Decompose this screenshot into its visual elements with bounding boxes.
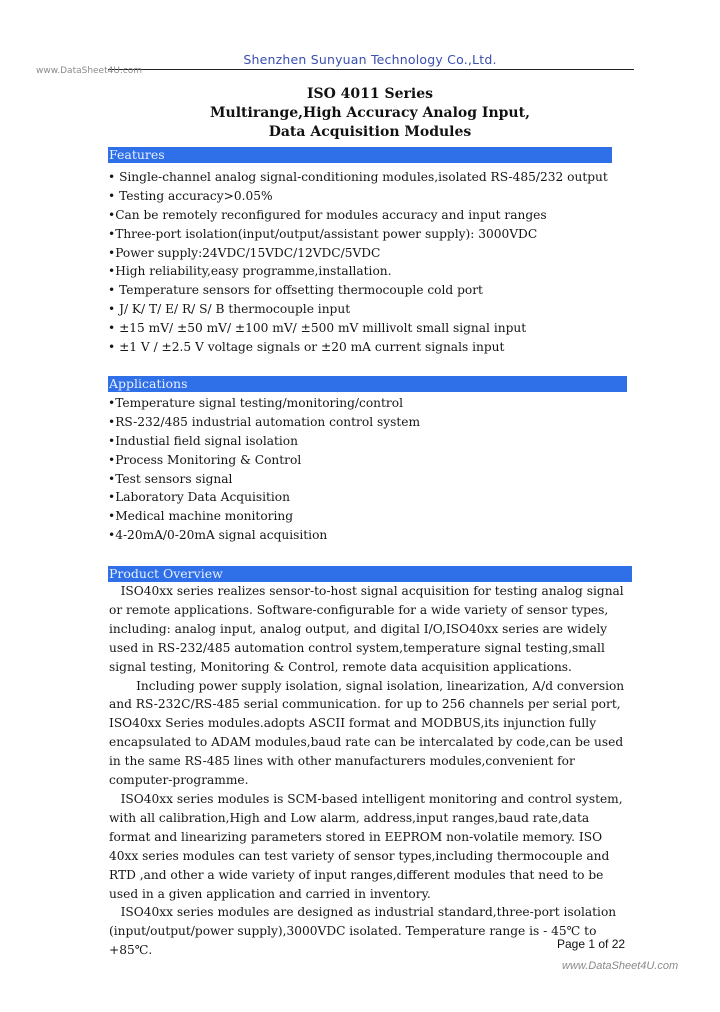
- list-item: • Single-channel analog signal-conditioning modules,isolated RS-485/232 output: [108, 170, 608, 184]
- list-item: •Medical machine monitoring: [108, 509, 294, 524]
- list-item: • ±15 mV/ ±50 mV/ ±100 mV/ ±500 mV millivolt small signal input: [108, 321, 527, 336]
- list-item: •Temperature signal testing/monitoring/control: [108, 396, 403, 410]
- watermark-bottom: www.DataSheet4U.com: [562, 960, 679, 972]
- list-item: •Industial field signal isolation: [108, 433, 298, 448]
- applications-list: [108, 394, 420, 545]
- features-heading: Features: [108, 147, 612, 163]
- doc-title-line2: Multirange,High Accuracy Analog Input,: [210, 105, 530, 121]
- overview-paragraph: Including power supply isolation, signal isolation, linearization, A/d conversion and RS-232C/RS-485 serial communication. for up to 256 channels per serial port, ISO40xx Series modules.adopts ASCII format and MODBUS,its injunction fully encapsulated to ADAM modules,baud rate can be intercalated by code,can be used in the same RS-485 lines with other manufacturers modules,convenient for computer-programme.: [109, 678, 625, 788]
- list-item: •Power supply:24VDC/15VDC/12VDC/5VDC: [108, 245, 381, 260]
- list-item: • Temperature sensors for offsetting thermocouple cold port: [108, 283, 483, 298]
- list-item: •4-20mA/0-20mA signal acquisition: [108, 528, 328, 543]
- list-item: • J/ K/ T/ E/ R/ S/ B thermocouple input: [108, 302, 351, 317]
- list-item: • ±1 V / ±2.5 V voltage signals or ±20 mA current signals input: [108, 340, 505, 355]
- list-item: •Three-port isolation(input/output/assistant power supply): 3000VDC: [108, 226, 538, 241]
- overview-paragraph: ISO40xx series realizes sensor-to-host signal acquisition for testing analog signal or remote applications. Software-configurable for a wide variety of sensor types, including: analog input, analog output, and digital I/O,ISO40xx series are widely used in RS-232/485 automation control system,temperature signal testing,small signal testing, Monitoring & Control, remote data acquisition applications.: [109, 584, 624, 674]
- list-item: •Laboratory Data Acquisition: [108, 490, 290, 505]
- list-item: •Can be remotely reconfigured for modules accuracy and input ranges: [108, 207, 547, 222]
- header-rule: [108, 69, 634, 70]
- list-item: •Process Monitoring & Control: [108, 452, 302, 467]
- overview-heading: Product Overview: [108, 566, 632, 582]
- overview-paragraph: ISO40xx series modules is SCM-based intelligent monitoring and control system, with all calibration,High and Low alarm, address,input ranges,baud rate,data format and linearizing parameters stored in EEPROM non-volatile memory. ISO 40xx series modules can test variety of sensor types,including thermocouple and RTD ,and other a wide variety of input ranges,different modules that need to be used in a given application and carried in inventory.: [109, 791, 623, 901]
- watermark-top: www.DataSheet4U.com: [36, 66, 143, 76]
- features-list: [108, 168, 608, 357]
- list-item: •High reliability,easy programme,installation.: [108, 264, 392, 279]
- list-item: • Testing accuracy>0.05%: [108, 188, 273, 203]
- company-name: Shenzhen Sunyuan Technology Co.,Ltd.: [243, 52, 497, 67]
- overview-body: [109, 582, 633, 960]
- applications-heading: Applications: [108, 376, 627, 392]
- page-number: Page 1 of 22: [557, 937, 626, 951]
- overview-paragraph: ISO40xx series modules are designed as industrial standard,three-port isolation (input/output/power supply),3000VDC isolated. Temperature range is - 45℃ to +85℃.: [109, 905, 617, 958]
- doc-title-line3: Data Acquisition Modules: [268, 124, 472, 140]
- doc-title-series: ISO 4011 Series: [306, 86, 434, 102]
- list-item: •Test sensors signal: [108, 471, 233, 486]
- list-item: •RS-232/485 industrial automation control system: [108, 414, 421, 429]
